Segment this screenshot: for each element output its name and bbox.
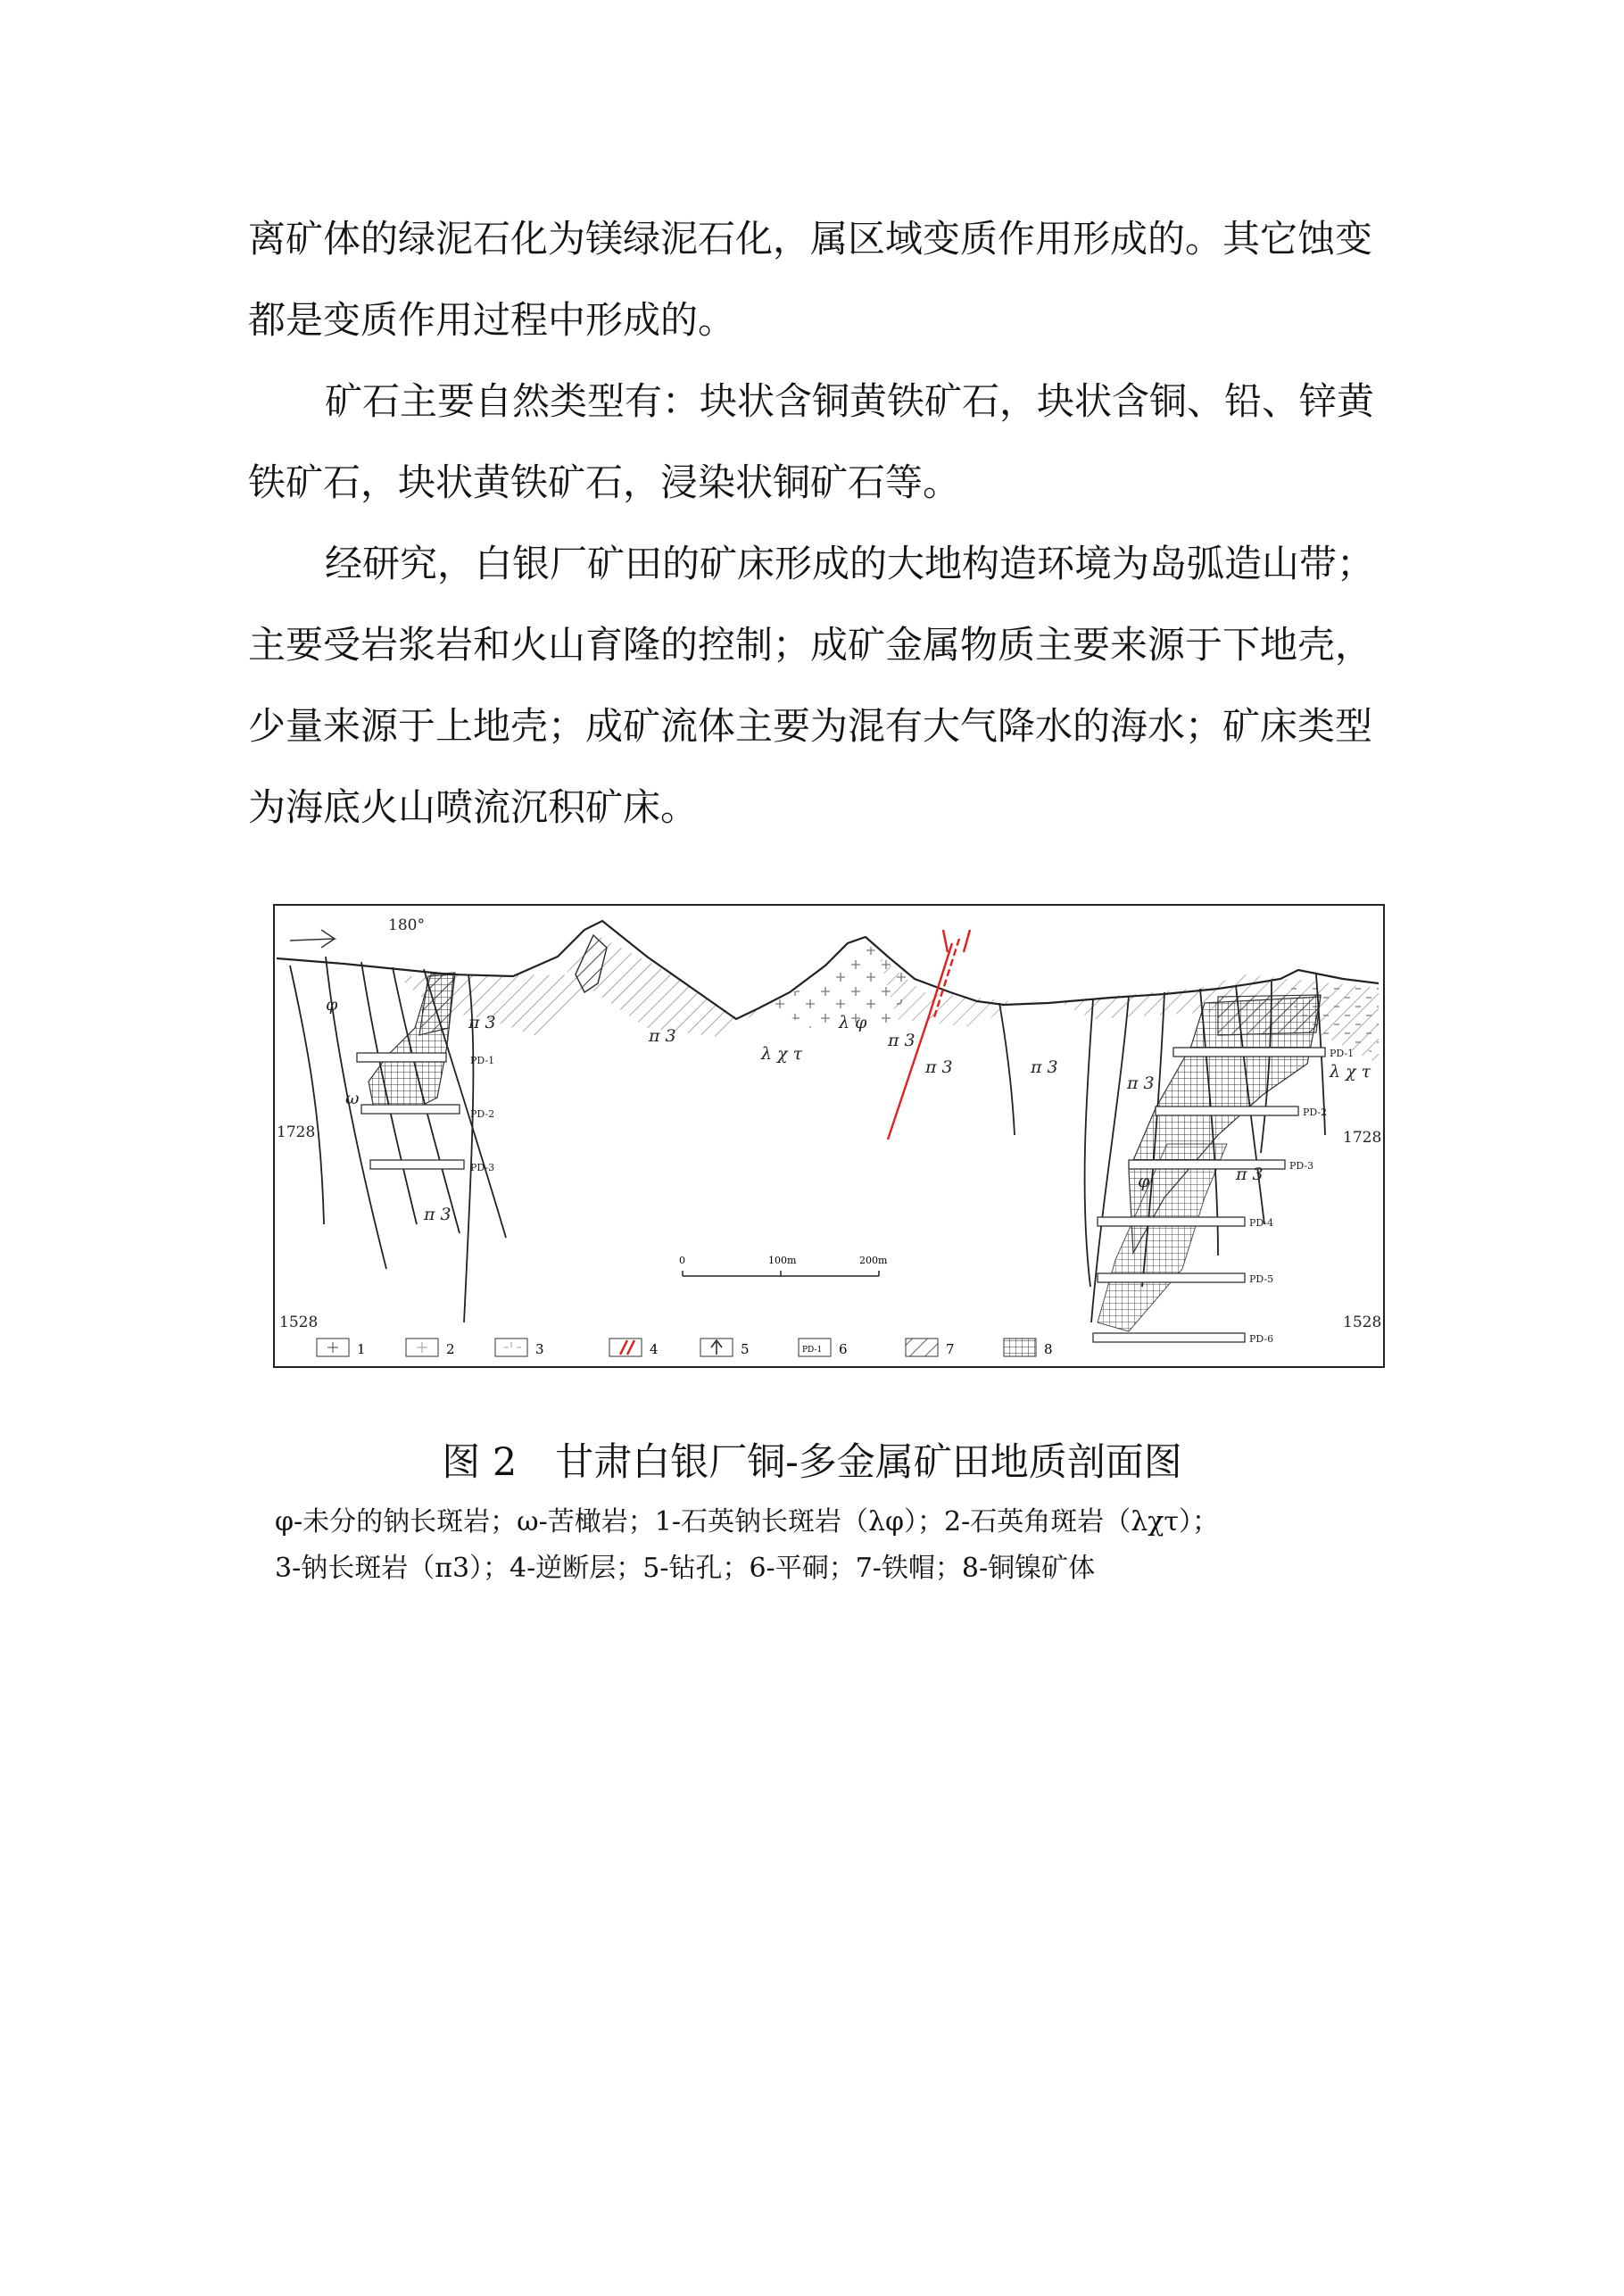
rock-label-pi3: π 3	[1236, 1165, 1264, 1184]
rock-label-pi3: π 3	[1031, 1057, 1058, 1077]
elevation-label-1528: 1528	[279, 1314, 319, 1331]
paragraph-alteration: 离矿体的绿泥石化为镁绿泥石化，属区域变质作用形成的。其它蚀变都是变质作用过程中形成的。	[248, 217, 1373, 342]
legend-label: 4	[650, 1341, 659, 1357]
rock-label-pi3: π 3	[925, 1057, 953, 1077]
adit-label: PD-5	[1249, 1273, 1274, 1285]
figure-note-line-2: 3-钠长斑岩（π3）；4-逆断层；5-钻孔；6-平硐；7-铁帽；8-铜镍矿体	[275, 1553, 1096, 1584]
legend-label: 5	[741, 1341, 750, 1357]
rock-label-lambda-chi-tau: λ χ τ	[1330, 1062, 1371, 1082]
adit-label: PD-6	[1249, 1333, 1274, 1345]
figure-caption: 图 2 甘肃白银厂铜-多金属矿田地质剖面图	[442, 1440, 1182, 1485]
figure-note-line-1: φ-未分的钠长斑岩；ω-苦橄岩；1-石英钠长斑岩（λφ）；2-石英角斑岩（λχτ）；	[275, 1506, 1219, 1538]
legend-adit-label: PD-1	[802, 1346, 823, 1355]
rock-label-pi3: π 3	[424, 1205, 452, 1224]
rock-label-phi: φ	[326, 995, 338, 1015]
bearing-label: 180°	[388, 916, 425, 934]
scale-label-200: 200m	[859, 1255, 888, 1266]
rock-label-omega: ω	[345, 1089, 360, 1108]
legend-label: 8	[1044, 1341, 1053, 1357]
figure-note	[275, 1499, 1399, 1592]
elevation-label-1728: 1728	[1343, 1129, 1382, 1147]
adit-label: PD-1	[1330, 1048, 1355, 1059]
legend-label: 3	[535, 1341, 544, 1357]
rock-label-pi3: π 3	[649, 1026, 676, 1046]
elevation-label-1528: 1528	[1343, 1314, 1382, 1331]
rock-label-lambda-chi-tau: λ χ τ	[761, 1044, 803, 1064]
elevation-label-1728: 1728	[277, 1123, 316, 1141]
geologic-section-figure	[272, 903, 1388, 1376]
adit-label: PD-3	[1289, 1160, 1314, 1172]
gossan-right	[1218, 995, 1321, 1035]
scale-label-100: 100m	[768, 1255, 797, 1266]
adit-label: PD-4	[1249, 1217, 1274, 1229]
paragraph-ore-types: 矿石主要自然类型有：块状含铜黄铁矿石，块状含铜、铅、锌黄铁矿石，块状黄铁矿石，浸染状铜矿石等。	[248, 379, 1375, 504]
rock-label-pi3: π 3	[468, 1013, 496, 1032]
rock-label-phi: φ	[1138, 1172, 1150, 1191]
rock-label-pi3: π 3	[1127, 1073, 1155, 1093]
legend-label: 2	[446, 1341, 455, 1357]
adit-label: PD-2	[470, 1108, 495, 1120]
legend-label: 1	[357, 1341, 366, 1357]
legend-label: 6	[839, 1341, 848, 1357]
rock-label-pi3: π 3	[888, 1031, 916, 1050]
adit-label: PD-1	[470, 1055, 495, 1066]
legend-label: 7	[946, 1341, 955, 1357]
adit-label: PD-2	[1303, 1107, 1328, 1118]
adit-label: PD-3	[470, 1162, 495, 1173]
rock-label-lambda-phi: λ φ	[839, 1013, 867, 1032]
paragraph-genesis: 经研究，白银厂矿田的矿床形成的大地构造环境为岛弧造山带；主要受岩浆岩和火山育隆的控制；成矿金属物质主要来源于下地壳，少量来源于上地壳；成矿流体主要为混有大气降水的海水；矿床类型为海底火山喷流沉积矿床。	[248, 542, 1375, 829]
scale-label-0: 0	[679, 1255, 685, 1266]
